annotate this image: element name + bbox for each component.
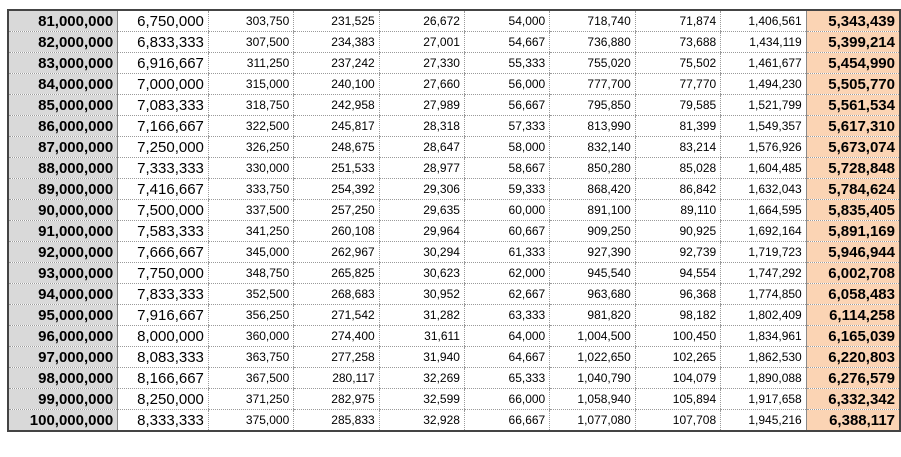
- cell-col-3[interactable]: 371,250: [208, 389, 293, 410]
- cell-gross-amount[interactable]: 85,000,000: [8, 95, 118, 116]
- cell-col-2[interactable]: 7,916,667: [118, 305, 209, 326]
- cell-col-2[interactable]: 6,750,000: [118, 10, 209, 32]
- cell-col-2[interactable]: 8,250,000: [118, 389, 209, 410]
- cell-col-4[interactable]: 254,392: [294, 179, 379, 200]
- cell-col-9[interactable]: 1,549,357: [721, 116, 807, 137]
- cell-col-8[interactable]: 105,894: [635, 389, 720, 410]
- cell-gross-amount[interactable]: 91,000,000: [8, 221, 118, 242]
- cell-col-8[interactable]: 90,925: [635, 221, 720, 242]
- cell-col-9[interactable]: 1,890,088: [721, 368, 807, 389]
- cell-col-8[interactable]: 73,688: [635, 32, 720, 53]
- cell-col-5[interactable]: 30,623: [379, 263, 464, 284]
- cell-col-6[interactable]: 63,333: [464, 305, 549, 326]
- cell-col-8[interactable]: 104,079: [635, 368, 720, 389]
- cell-col-2[interactable]: 8,166,667: [118, 368, 209, 389]
- cell-col-3[interactable]: 352,500: [208, 284, 293, 305]
- cell-col-5[interactable]: 27,330: [379, 53, 464, 74]
- cell-col-3[interactable]: 307,500: [208, 32, 293, 53]
- cell-net-amount[interactable]: 6,332,342: [806, 389, 900, 410]
- cell-col-2[interactable]: 7,000,000: [118, 74, 209, 95]
- cell-col-8[interactable]: 77,770: [635, 74, 720, 95]
- cell-col-8[interactable]: 98,182: [635, 305, 720, 326]
- cell-col-6[interactable]: 60,000: [464, 200, 549, 221]
- cell-net-amount[interactable]: 6,276,579: [806, 368, 900, 389]
- cell-gross-amount[interactable]: 95,000,000: [8, 305, 118, 326]
- cell-col-7[interactable]: 945,540: [550, 263, 636, 284]
- cell-col-8[interactable]: 81,399: [635, 116, 720, 137]
- cell-gross-amount[interactable]: 82,000,000: [8, 32, 118, 53]
- cell-col-6[interactable]: 65,333: [464, 368, 549, 389]
- cell-gross-amount[interactable]: 100,000,000: [8, 410, 118, 432]
- table-row: [8, 389, 900, 410]
- cell-gross-amount[interactable]: 99,000,000: [8, 389, 118, 410]
- cell-col-7[interactable]: 963,680: [550, 284, 636, 305]
- cell-col-5[interactable]: 30,294: [379, 242, 464, 263]
- cell-col-5[interactable]: 30,952: [379, 284, 464, 305]
- cell-col-7[interactable]: 736,880: [550, 32, 636, 53]
- table-row: [8, 263, 900, 284]
- cell-col-8[interactable]: 86,842: [635, 179, 720, 200]
- cell-col-4[interactable]: 271,542: [294, 305, 379, 326]
- cell-col-6[interactable]: 58,000: [464, 137, 549, 158]
- table-row: [8, 179, 900, 200]
- cell-col-9[interactable]: 1,604,485: [721, 158, 807, 179]
- cell-col-2[interactable]: 7,666,667: [118, 242, 209, 263]
- cell-col-3[interactable]: 337,500: [208, 200, 293, 221]
- table-row: [8, 326, 900, 347]
- cell-gross-amount[interactable]: 90,000,000: [8, 200, 118, 221]
- cell-col-6[interactable]: 66,000: [464, 389, 549, 410]
- cell-col-6[interactable]: 61,333: [464, 242, 549, 263]
- cell-net-amount[interactable]: 5,399,214: [806, 32, 900, 53]
- cell-gross-amount[interactable]: 81,000,000: [8, 10, 118, 32]
- cell-col-3[interactable]: 341,250: [208, 221, 293, 242]
- cell-col-6[interactable]: 64,667: [464, 347, 549, 368]
- cell-col-3[interactable]: 315,000: [208, 74, 293, 95]
- cell-col-8[interactable]: 102,265: [635, 347, 720, 368]
- cell-col-8[interactable]: 75,502: [635, 53, 720, 74]
- cell-col-2[interactable]: 7,833,333: [118, 284, 209, 305]
- cell-col-4[interactable]: 242,958: [294, 95, 379, 116]
- cell-col-3[interactable]: 363,750: [208, 347, 293, 368]
- cell-gross-amount[interactable]: 92,000,000: [8, 242, 118, 263]
- cell-col-5[interactable]: 29,964: [379, 221, 464, 242]
- cell-col-3[interactable]: 345,000: [208, 242, 293, 263]
- cell-col-3[interactable]: 326,250: [208, 137, 293, 158]
- cell-col-3[interactable]: 322,500: [208, 116, 293, 137]
- cell-col-9[interactable]: 1,576,926: [721, 137, 807, 158]
- table-row: [8, 221, 900, 242]
- cell-col-2[interactable]: 6,833,333: [118, 32, 209, 53]
- cell-col-9[interactable]: 1,632,043: [721, 179, 807, 200]
- cell-col-3[interactable]: 318,750: [208, 95, 293, 116]
- cell-net-amount[interactable]: 6,002,708: [806, 263, 900, 284]
- cell-gross-amount[interactable]: 84,000,000: [8, 74, 118, 95]
- cell-col-3[interactable]: 333,750: [208, 179, 293, 200]
- cell-col-4[interactable]: 282,975: [294, 389, 379, 410]
- cell-col-6[interactable]: 56,667: [464, 95, 549, 116]
- cell-col-4[interactable]: 251,533: [294, 158, 379, 179]
- cell-col-6[interactable]: 62,000: [464, 263, 549, 284]
- cell-col-2[interactable]: 8,083,333: [118, 347, 209, 368]
- table-row: [8, 200, 900, 221]
- cell-col-4[interactable]: 248,675: [294, 137, 379, 158]
- cell-net-amount[interactable]: 5,343,439: [806, 10, 900, 32]
- cell-col-3[interactable]: 311,250: [208, 53, 293, 74]
- cell-col-4[interactable]: 245,817: [294, 116, 379, 137]
- cell-col-9[interactable]: 1,917,658: [721, 389, 807, 410]
- cell-col-8[interactable]: 107,708: [635, 410, 720, 432]
- table-row: [8, 347, 900, 368]
- cell-col-9[interactable]: 1,692,164: [721, 221, 807, 242]
- cell-col-7[interactable]: 755,020: [550, 53, 636, 74]
- cell-net-amount[interactable]: 6,058,483: [806, 284, 900, 305]
- cell-col-4[interactable]: 277,258: [294, 347, 379, 368]
- cell-col-7[interactable]: 795,850: [550, 95, 636, 116]
- cell-col-4[interactable]: 274,400: [294, 326, 379, 347]
- cell-net-amount[interactable]: 6,114,258: [806, 305, 900, 326]
- cell-col-5[interactable]: 29,635: [379, 200, 464, 221]
- cell-net-amount[interactable]: 6,165,039: [806, 326, 900, 347]
- cell-col-9[interactable]: 1,521,799: [721, 95, 807, 116]
- cell-col-9[interactable]: 1,802,409: [721, 305, 807, 326]
- cell-col-3[interactable]: 360,000: [208, 326, 293, 347]
- cell-col-2[interactable]: 7,250,000: [118, 137, 209, 158]
- cell-col-8[interactable]: 71,874: [635, 10, 720, 32]
- cell-col-6[interactable]: 64,000: [464, 326, 549, 347]
- cell-col-8[interactable]: 79,585: [635, 95, 720, 116]
- cell-col-2[interactable]: 7,166,667: [118, 116, 209, 137]
- cell-col-7[interactable]: 1,004,500: [550, 326, 636, 347]
- cell-col-6[interactable]: 56,000: [464, 74, 549, 95]
- cell-col-6[interactable]: 60,667: [464, 221, 549, 242]
- table-body: [8, 10, 900, 431]
- cell-net-amount[interactable]: 5,454,990: [806, 53, 900, 74]
- table-row: [8, 74, 900, 95]
- cell-col-4[interactable]: 262,967: [294, 242, 379, 263]
- cell-col-4[interactable]: 280,117: [294, 368, 379, 389]
- cell-col-3[interactable]: 356,250: [208, 305, 293, 326]
- table-row: [8, 137, 900, 158]
- table-row: [8, 10, 900, 32]
- cell-col-4[interactable]: 265,825: [294, 263, 379, 284]
- cell-gross-amount[interactable]: 83,000,000: [8, 53, 118, 74]
- cell-col-8[interactable]: 94,554: [635, 263, 720, 284]
- cell-col-2[interactable]: 7,583,333: [118, 221, 209, 242]
- cell-col-7[interactable]: 927,390: [550, 242, 636, 263]
- table-row: [8, 95, 900, 116]
- cell-col-4[interactable]: 237,242: [294, 53, 379, 74]
- cell-col-5[interactable]: 28,647: [379, 137, 464, 158]
- cell-col-5[interactable]: 27,001: [379, 32, 464, 53]
- cell-col-7[interactable]: 813,990: [550, 116, 636, 137]
- table-row: [8, 284, 900, 305]
- cell-col-6[interactable]: 54,667: [464, 32, 549, 53]
- cell-col-6[interactable]: 55,333: [464, 53, 549, 74]
- cell-col-7[interactable]: 718,740: [550, 10, 636, 32]
- cell-col-4[interactable]: 231,525: [294, 10, 379, 32]
- cell-col-4[interactable]: 260,108: [294, 221, 379, 242]
- cell-net-amount[interactable]: 5,835,405: [806, 200, 900, 221]
- cell-col-2[interactable]: 7,416,667: [118, 179, 209, 200]
- cell-col-8[interactable]: 85,028: [635, 158, 720, 179]
- cell-gross-amount[interactable]: 94,000,000: [8, 284, 118, 305]
- cell-col-3[interactable]: 303,750: [208, 10, 293, 32]
- cell-col-4[interactable]: 240,100: [294, 74, 379, 95]
- cell-gross-amount[interactable]: 98,000,000: [8, 368, 118, 389]
- cell-col-9[interactable]: 1,664,595: [721, 200, 807, 221]
- cell-col-7[interactable]: 1,058,940: [550, 389, 636, 410]
- cell-net-amount[interactable]: 5,891,169: [806, 221, 900, 242]
- cell-col-6[interactable]: 66,667: [464, 410, 549, 432]
- cell-col-7[interactable]: 777,700: [550, 74, 636, 95]
- cell-col-4[interactable]: 285,833: [294, 410, 379, 432]
- cell-col-2[interactable]: 7,500,000: [118, 200, 209, 221]
- cell-col-5[interactable]: 27,660: [379, 74, 464, 95]
- cell-col-3[interactable]: 348,750: [208, 263, 293, 284]
- cell-net-amount[interactable]: 5,617,310: [806, 116, 900, 137]
- cell-col-5[interactable]: 28,977: [379, 158, 464, 179]
- cell-col-9[interactable]: 1,774,850: [721, 284, 807, 305]
- cell-col-9[interactable]: 1,945,216: [721, 410, 807, 432]
- cell-col-5[interactable]: 31,282: [379, 305, 464, 326]
- cell-col-8[interactable]: 96,368: [635, 284, 720, 305]
- cell-col-7[interactable]: 832,140: [550, 137, 636, 158]
- cell-col-9[interactable]: 1,406,561: [721, 10, 807, 32]
- cell-col-3[interactable]: 330,000: [208, 158, 293, 179]
- cell-col-8[interactable]: 92,739: [635, 242, 720, 263]
- cell-net-amount[interactable]: 5,673,074: [806, 137, 900, 158]
- cell-net-amount[interactable]: 5,946,944: [806, 242, 900, 263]
- table-row: [8, 158, 900, 179]
- cell-net-amount[interactable]: 6,388,117: [806, 410, 900, 432]
- cell-col-6[interactable]: 57,333: [464, 116, 549, 137]
- cell-col-8[interactable]: 89,110: [635, 200, 720, 221]
- cell-col-7[interactable]: 868,420: [550, 179, 636, 200]
- cell-gross-amount[interactable]: 89,000,000: [8, 179, 118, 200]
- cell-col-7[interactable]: 909,250: [550, 221, 636, 242]
- cell-col-5[interactable]: 27,989: [379, 95, 464, 116]
- table-row: [8, 242, 900, 263]
- cell-col-5[interactable]: 31,940: [379, 347, 464, 368]
- table-row: [8, 368, 900, 389]
- cell-col-9[interactable]: 1,461,677: [721, 53, 807, 74]
- cell-net-amount[interactable]: 5,505,770: [806, 74, 900, 95]
- cell-col-2[interactable]: 7,333,333: [118, 158, 209, 179]
- cell-col-2[interactable]: 6,916,667: [118, 53, 209, 74]
- cell-gross-amount[interactable]: 87,000,000: [8, 137, 118, 158]
- cell-col-6[interactable]: 62,667: [464, 284, 549, 305]
- cell-col-9[interactable]: 1,719,723: [721, 242, 807, 263]
- cell-col-9[interactable]: 1,434,119: [721, 32, 807, 53]
- cell-col-2[interactable]: 7,750,000: [118, 263, 209, 284]
- cell-gross-amount[interactable]: 97,000,000: [8, 347, 118, 368]
- table-row: [8, 305, 900, 326]
- cell-col-7[interactable]: 1,040,790: [550, 368, 636, 389]
- cell-col-6[interactable]: 59,333: [464, 179, 549, 200]
- cell-col-2[interactable]: 8,333,333: [118, 410, 209, 432]
- table-row: [8, 32, 900, 53]
- cell-col-2[interactable]: 8,000,000: [118, 326, 209, 347]
- cell-gross-amount[interactable]: 96,000,000: [8, 326, 118, 347]
- cell-col-5[interactable]: 29,306: [379, 179, 464, 200]
- cell-col-6[interactable]: 54,000: [464, 10, 549, 32]
- cell-col-9[interactable]: 1,862,530: [721, 347, 807, 368]
- cell-col-9[interactable]: 1,494,230: [721, 74, 807, 95]
- cell-col-7[interactable]: 1,022,650: [550, 347, 636, 368]
- cell-col-8[interactable]: 100,450: [635, 326, 720, 347]
- cell-col-5[interactable]: 26,672: [379, 10, 464, 32]
- cell-col-8[interactable]: 83,214: [635, 137, 720, 158]
- cell-net-amount[interactable]: 5,728,848: [806, 158, 900, 179]
- cell-gross-amount[interactable]: 93,000,000: [8, 263, 118, 284]
- cell-col-5[interactable]: 32,269: [379, 368, 464, 389]
- cell-net-amount[interactable]: 5,561,534: [806, 95, 900, 116]
- cell-net-amount[interactable]: 5,784,624: [806, 179, 900, 200]
- cell-col-5[interactable]: 32,599: [379, 389, 464, 410]
- cell-col-4[interactable]: 257,250: [294, 200, 379, 221]
- cell-col-4[interactable]: 234,383: [294, 32, 379, 53]
- cell-col-5[interactable]: 32,928: [379, 410, 464, 432]
- cell-col-3[interactable]: 375,000: [208, 410, 293, 432]
- cell-gross-amount[interactable]: 86,000,000: [8, 116, 118, 137]
- cell-col-9[interactable]: 1,747,292: [721, 263, 807, 284]
- cell-col-4[interactable]: 268,683: [294, 284, 379, 305]
- table-row: [8, 116, 900, 137]
- cell-col-7[interactable]: 850,280: [550, 158, 636, 179]
- table-row: [8, 53, 900, 74]
- cell-net-amount[interactable]: 6,220,803: [806, 347, 900, 368]
- cell-col-9[interactable]: 1,834,961: [721, 326, 807, 347]
- cell-col-5[interactable]: 28,318: [379, 116, 464, 137]
- cell-col-7[interactable]: 981,820: [550, 305, 636, 326]
- salary-table: [7, 9, 901, 432]
- table-row: [8, 410, 900, 432]
- cell-col-7[interactable]: 1,077,080: [550, 410, 636, 432]
- cell-col-3[interactable]: 367,500: [208, 368, 293, 389]
- cell-col-2[interactable]: 7,083,333: [118, 95, 209, 116]
- cell-gross-amount[interactable]: 88,000,000: [8, 158, 118, 179]
- cell-col-5[interactable]: 31,611: [379, 326, 464, 347]
- cell-col-7[interactable]: 891,100: [550, 200, 636, 221]
- cell-col-6[interactable]: 58,667: [464, 158, 549, 179]
